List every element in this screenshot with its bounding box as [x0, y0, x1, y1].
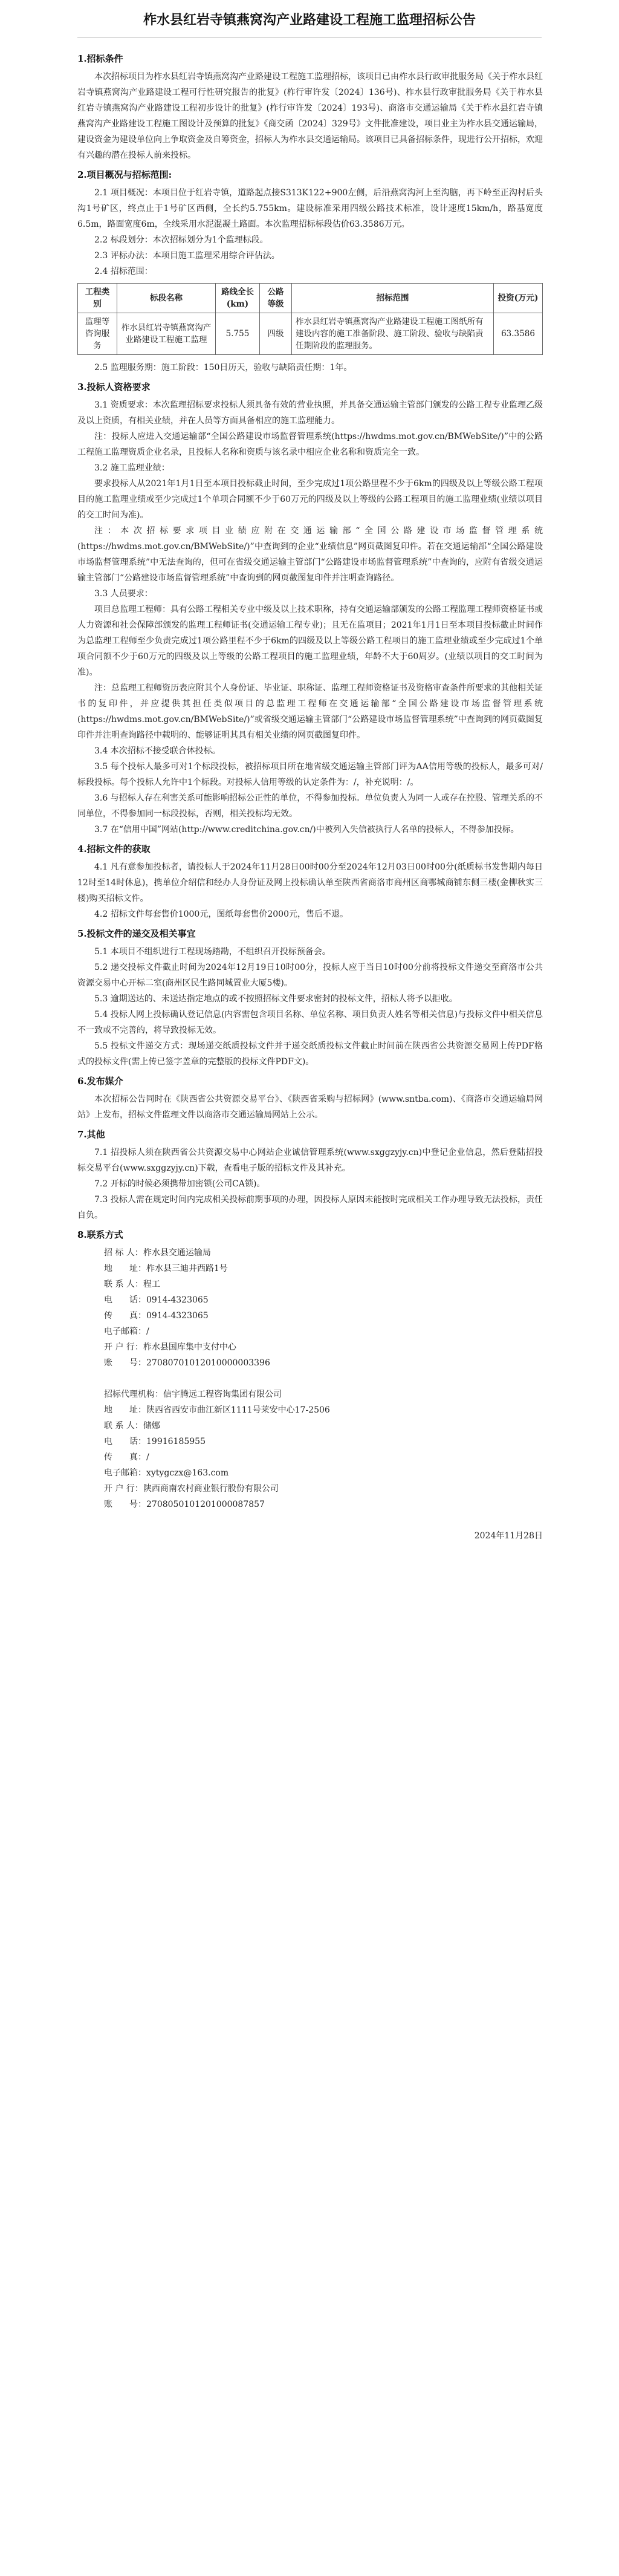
page-title: 柞水县红岩寺镇燕窝沟产业路建设工程施工监理招标公告 [143, 12, 476, 28]
paragraph: 注：投标人应进入交通运输部“全国公路建设市场监督管理系统(https://hwdms.mot.gov.cn/BMWebSite/)”中的公路工程施工监理资质企业名录，且投标人名称和资质与该名录中相应企业名称和资质完全一致。 [77, 432, 543, 457]
paragraph: 2.4 招标范围： [94, 267, 153, 276]
table-header-cell: 标段名称 [117, 284, 216, 313]
paragraph: 7.3 投标人需在规定时间内完成相关投标前期事项的办理，因投标人原因未能按时完成相关工作办理导致无法投标，责任自负。 [77, 1195, 543, 1220]
paragraph: 7.2 开标的时候必须携带加密锁(公司CA锁)。 [94, 1179, 265, 1189]
table-header-cell: 工程类别 [78, 284, 117, 313]
paragraph: 2.1 项目概况：本项目位于红岩寺镇，道路起点接S313K122+900左侧，后沿燕窝沟河上至沟脑，再下岭至正沟村后头沟1号矿区，终点止于1号矿区西侧，全长约5.755km。建设标准采用四级公路技术标准，设计速度15km/h，路基宽度6.5m，路面宽度6m，全线采用水泥混凝土路面。本次监理招标标段估价63.3586万元。 [77, 188, 543, 229]
agent-name: 招标代理机构：信宇腾远工程咨询集团有限公司 [104, 1390, 282, 1399]
bid-scope-table [77, 283, 543, 355]
section-heading: 1.招标条件 [77, 53, 123, 64]
agent-email: 电子邮箱：xytygczx@163.com [104, 1468, 229, 1478]
tenderer-fax: 传 真：0914-4323065 [104, 1311, 209, 1321]
paragraph: 2.2 标段划分：本次招标划分为1个监理标段。 [94, 235, 268, 245]
paragraph: 3.4 本次招标不接受联合体投标。 [94, 746, 221, 756]
paragraph: 5.1 本项目不组织进行工程现场踏勘，不组织召开投标预备会。 [94, 947, 331, 957]
agent-contact-block [77, 1387, 543, 1512]
agent-account: 账 号：2708050101201000087857 [104, 1500, 265, 1509]
section-heading: 4.招标文件的获取 [77, 844, 151, 854]
paragraph: 3.5 每个投标人最多可对1个标段投标，被招标项目所在地省级交通运输主管部门评为AA信用等级的投标人，最多可对/标段投标。每个投标人允许中1个标段。对投标人信用等级的认定条件为：/，补充说明：/。 [77, 762, 543, 787]
table-header-cell: 公路等级 [260, 284, 292, 313]
paragraph: 5.4 投标人网上投标确认登记信息(内容需包含项目名称、单位名称、项目负责人姓名等相关信息)与投标文件中相关信息不一致或不完善的，将导致投标无效。 [77, 1010, 543, 1035]
table-header-cell: 招标范围 [292, 284, 494, 313]
tenderer-contact-block [77, 1245, 543, 1371]
section-heading: 2.项目概况与招标范围: [77, 169, 172, 180]
section-heading: 5.投标文件的递交及相关事宜 [77, 928, 196, 939]
paragraph: 项目总监理工程师：具有公路工程相关专业中级及以上技术职称，持有交通运输部颁发的公路工程监理工程师资格证书或人力资源和社会保障部颁发的监理工程师证书(交通运输工程专业)；且无在监项目；2021年1月1日至本项目投标截止时间作为总监理工程师至少负责完成过1项公路里程不少于6km的四级及以上等级公路工程项目的施工监理业绩或至少完成过1个单项合同额不少于60万元的四级及以上等级的公路工程项目的施工监理业绩，年龄不大于60周岁。(业绩以项目的交工时间为准)。 [77, 605, 543, 677]
paragraph: 4.2 招标文件每套售价1000元，图纸每套售价2000元，售后不退。 [94, 909, 348, 919]
paragraph: 本次招标公告同时在《陕西省公共资源交易平台》、《陕西省采购与招标网》(www.sntba.com)、《商洛市交通运输局网站》上发布，招标文件监理文件以商洛市交通运输局网站上公示。 [77, 1094, 543, 1120]
paragraph: 3.6 与招标人存在利害关系可能影响招标公正性的单位，不得参加投标。单位负责人为同一人或存在控股、管理关系的不同单位，不得参加同一标段投标，否则，相关投标均无效。 [77, 793, 543, 819]
publish-date: 2024年11月28日 [474, 1531, 543, 1541]
paragraph: 7.1 招投标人须在陕西省公共资源交易中心网站企业诚信管理系统(www.sxggzyjy.cn)中登记企业信息，然后登陆招投标交易平台(www.sxggzyjy.cn)下载，查看电子版的招标文件及其补充。 [77, 1148, 543, 1173]
paragraph: 5.5 投标文件递交方式：现场递交纸质投标文件并于递交纸质投标文件截止时间前在陕西省公共资源交易网上传PDF格式的投标文件(需上传已签字盖章的完整版的投标文件PDF文)。 [77, 1041, 543, 1067]
paragraph: 2.3 评标办法：本项目施工监理采用综合评估法。 [94, 251, 280, 261]
table-cell: 监理等咨询服务 [78, 313, 117, 355]
tenderer-name: 招 标 人：柞水县交通运输局 [104, 1248, 211, 1258]
section-heading: 6.发布媒介 [77, 1076, 123, 1087]
tenderer-contact-person: 联 系 人：程工 [104, 1280, 160, 1289]
announcement-body [77, 47, 543, 1552]
table-cell: 四级 [260, 313, 292, 355]
agent-contact-person: 联 系 人：储娜 [104, 1421, 160, 1431]
tenderer-phone: 电 话：0914-4323065 [104, 1295, 209, 1305]
paragraph: 3.7 在“信用中国”网站(http://www.creditchina.gov.cn/)中被列入失信被执行人名单的投标人，不得参加投标。 [94, 825, 519, 834]
agent-address: 地 址：陕西省西安市曲江新区1111号莱安中心17-2506 [104, 1405, 330, 1415]
table-header-cell: 投资(万元) [494, 284, 543, 313]
paragraph: 3.2 施工监理业绩： [94, 463, 170, 473]
section-heading: 8.联系方式 [77, 1229, 123, 1240]
tenderer-bank: 开 户 行：柞水县国库集中支付中心 [104, 1342, 236, 1352]
table-cell: 63.3586 [494, 313, 543, 355]
table-cell: 柞水县红岩寺镇燕窝沟产业路建设工程施工监理 [117, 313, 216, 355]
table-cell: 柞水县红岩寺镇燕窝沟产业路建设工程施工图纸所有建设内容的施工准备阶段、施工阶段、验收与缺陷责任期阶段的监理服务。 [292, 313, 494, 355]
agent-fax: 传 真：/ [104, 1452, 149, 1462]
agent-bank: 开 户 行：陕西商南农村商业银行股份有限公司 [104, 1484, 279, 1494]
paragraph: 3.3 人员要求： [94, 589, 153, 599]
title-divider [77, 37, 542, 38]
tenderer-email: 电子邮箱：/ [104, 1327, 149, 1336]
table-cell: 5.755 [216, 313, 260, 355]
table-header-cell: 路线全长(km) [216, 284, 260, 313]
paragraph: 要求投标人从2021年1月1日至本项目投标截止时间，至少完成过1项公路里程不少于6km的四级及以上等级公路工程项目的施工监理业绩或至少完成过1个单项合同额不少于60万元的四级及以上等级的公路工程项目的施工监理业绩(业绩以项目的交工时间为准)。 [77, 479, 543, 520]
paragraph: 2.5 监理服务期：施工阶段：150日历天，验收与缺陷责任期：1年。 [94, 363, 352, 372]
paragraph: 注：总监理工程师资历表应附其个人身份证、毕业证、职称证、监理工程师资格证书及资格审查条件所要求的其他相关证书的复印件，并应提供其担任类似项目的总监理工程师在交通运输部“全国公路建设市场监督管理系统(https://hwdms.mot.gov.cn/BMWebSite/)”或省级交通运输主管部门“公路建设市场监督管理系统”中查询到的网页截图复印件并注明查询路径中载明的、能够证明其具有相关业绩的网页截图复印件。 [77, 683, 543, 740]
tenderer-account: 账 号：27080701012010000003396 [104, 1358, 270, 1368]
paragraph: 3.1 资质要求：本次监理招标要求投标人须具备有效的营业执照，并具备交通运输主管部门颁发的公路工程专业监理乙级及以上资质，有相关业绩，并在人员等方面具备相应的施工监理能力。 [77, 400, 543, 426]
section-heading: 7.其他 [77, 1129, 105, 1140]
section-heading: 3.投标人资格要求 [77, 382, 151, 392]
paragraph: 5.2 递交投标文件截止时间为2024年12月19日10时00分，投标人应于当日10时00分前将投标文件递交至商洛市公共资源交易中心开标二室(商州区民生路同城置业大厦5楼)。 [77, 963, 543, 988]
spacer [77, 1371, 543, 1384]
paragraph: 注：本次招标要求项目业绩应附在交通运输部“全国公路建设市场监督管理系统(https://hwdms.mot.gov.cn/BMWebSite/)”中查询到的企业“业绩信息”网页截图复印件。若在交通运输部“全国公路建设市场监督管理系统”中无法查询的，但可在省级交通运输主管部门“公路建设市场监督管理系统”中查询的，应附有省级交通运输主管部门“公路建设市场监督管理系统”中查询到的网页截图复印件并注明查询路径。 [77, 526, 543, 583]
tenderer-address: 地 址：柞水县三迪井西路1号 [104, 1264, 228, 1273]
table-row [78, 313, 543, 355]
paragraph: 本次招标项目为柞水县红岩寺镇燕窝沟产业路建设工程施工监理招标，该项目已由柞水县行政审批服务局《关于柞水县红岩寺镇燕窝沟产业路建设工程可行性研究报告的批复》(柞行审许发〔2024〕136号)、柞水县行政审批服务局《关于柞水县红岩寺镇燕窝沟产业路建设工程初步设计的批复》(柞行审许发〔2024〕193号)、商洛市交通运输局《关于柞水县红岩寺镇燕窝沟产业路建设工程施工图设计及预算的批复》《商交函〔2024〕329号》文件批准建设，项目业主为柞水县交通运输局，建设资金为建设单位向上争取资金及自筹资金，招标人为柞水县交通运输局。该项目已具备招标条件，现进行公开招标，欢迎有兴趣的潜在投标人前来投标。 [77, 72, 543, 160]
paragraph: 5.3 逾期送达的、未送达指定地点的或不按照招标文件要求密封的投标文件，招标人将予以拒收。 [94, 994, 458, 1004]
table-header-row [78, 284, 543, 313]
paragraph: 4.1 凡有意参加投标者，请投标人于2024年11月28日00时00分至2024年12月03日00时00分(纸质标书发售期内每日12时至14时休息)，携单位介绍信和经办人身份证及网上投标确认单至陕西省商洛市商州区商鄂城商铺东侧三楼(金柳秋实三楼)购买招标文件。 [77, 862, 543, 903]
agent-phone: 电 话：19916185955 [104, 1437, 206, 1446]
